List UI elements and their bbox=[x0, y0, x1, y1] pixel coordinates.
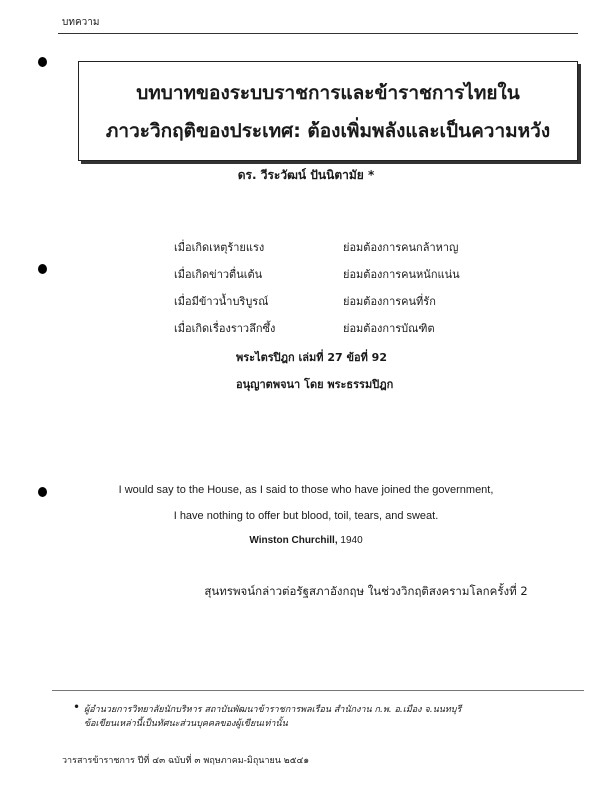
quote-attribution bbox=[0, 535, 612, 546]
footnote-divider bbox=[52, 690, 584, 691]
speech-note: สุนทรพจน์กล่าวต่อรัฐสภาอังกฤษ ในช่วงวิกฤติสงครามโลกครั้งที่ 2 bbox=[204, 584, 528, 598]
epigraph-line-right: ย่อมต้องการคนหนักแน่น bbox=[343, 268, 460, 281]
epigraph-line-right: ย่อมต้องการบัณฑิต bbox=[343, 322, 435, 335]
footnote-disclaimer: ข้อเขียนเหล่านี้เป็นทัศนะส่วนบุคคลของผู้เขียนเท่านั้น bbox=[84, 719, 288, 729]
quote-line-2: I have nothing to offer but blood, toil, tears, and sweat. bbox=[173, 510, 439, 522]
article-title-line-2: ภาวะวิกฤติของประเทศ: ต้องเพิ่มพลังและเป็นความหวัง bbox=[105, 120, 551, 142]
punch-hole-mark bbox=[38, 264, 47, 274]
epigraph-line-left: เมื่อมีข้าวน้ำบริบูรณ์ bbox=[174, 295, 269, 308]
epigraph-line-right: ย่อมต้องการคนที่รัก bbox=[343, 295, 436, 308]
author-name: ดร. วีระวัฒน์ ปันนิตามัย * bbox=[237, 168, 375, 182]
epigraph-citation: พระไตรปิฎก เล่มที่ 27 ข้อที่ 92 bbox=[236, 351, 387, 364]
epigraph-line-left: เมื่อเกิดข่าวตื่นเต้น bbox=[174, 268, 263, 281]
quote-year: 1940 bbox=[340, 535, 363, 546]
quote-author: Winston Churchill, bbox=[249, 535, 338, 546]
footnote-affiliation: ผู้อำนวยการวิทยาลัยนักบริหาร สถาบันพัฒนาข้าราชการพลเรือน สำนักงาน ก.พ. อ.เมือง จ.นนทบุรี bbox=[84, 705, 462, 715]
punch-hole-mark bbox=[38, 57, 47, 67]
quote-line-1: I would say to the House, as I said to those who have joined the government, bbox=[118, 484, 494, 496]
epigraph-line-left: เมื่อเกิดเรื่องราวลึกซึ้ง bbox=[174, 322, 276, 335]
epigraph-translator: อนุญาตพจนา โดย พระธรรมปิฎก bbox=[236, 378, 394, 391]
journal-issue-info: วารสารข้าราชการ ปีที่ ๔๓ ฉบับที่ ๓ พฤษภาคม-มิถุนายน ๒๕๔๑ bbox=[62, 756, 310, 766]
epigraph-line-left: เมื่อเกิดเหตุร้ายแรง bbox=[174, 241, 265, 254]
section-label: บทความ bbox=[62, 17, 100, 28]
header-divider bbox=[58, 33, 578, 34]
title-box bbox=[78, 61, 578, 161]
article-title-line-1: บทบาทของระบบราชการและข้าราชการไทยใน bbox=[136, 82, 520, 104]
epigraph-line-right: ย่อมต้องการคนกล้าหาญ bbox=[343, 241, 459, 254]
footnote-bullet: • bbox=[73, 700, 81, 714]
